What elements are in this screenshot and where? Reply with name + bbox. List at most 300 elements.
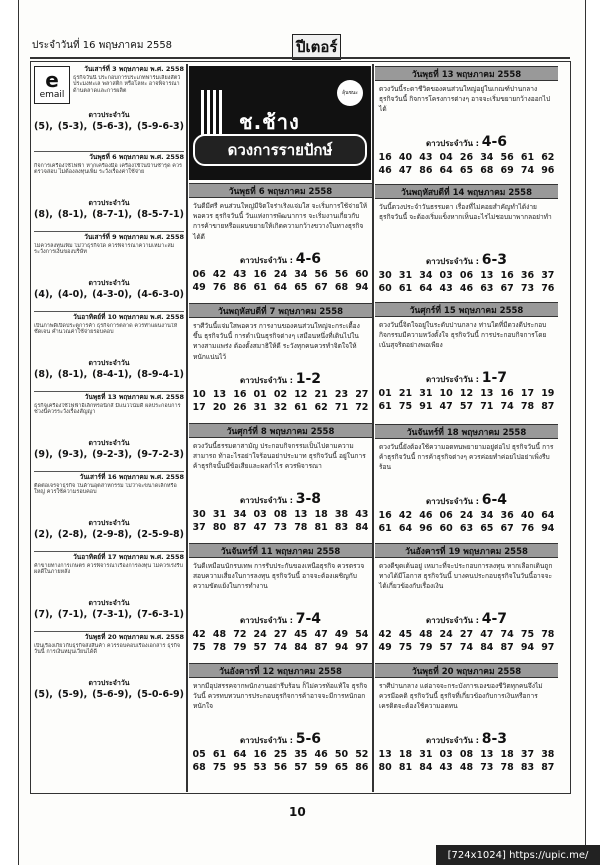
lucky-number-table <box>189 628 372 654</box>
number-cell: 18 <box>314 509 328 520</box>
number-cell: 24 <box>439 629 453 640</box>
email-badge: e email <box>34 66 70 104</box>
lucky-numbers <box>34 121 184 132</box>
number-cell: 75 <box>398 642 413 653</box>
number-cell: 45 <box>294 629 308 640</box>
header-divider <box>30 57 570 59</box>
number-cell: 68 <box>334 282 349 293</box>
number-cell: 65 <box>294 282 308 293</box>
number-cell: 87 <box>233 522 247 533</box>
lucky-pair: 6-4 <box>481 492 508 508</box>
number-cell: 04 <box>439 152 453 163</box>
number-cell: 30 <box>192 509 206 520</box>
number-cell: 21 <box>314 389 328 400</box>
number-row <box>189 641 372 654</box>
number-cell: 80 <box>378 762 392 773</box>
number-row <box>375 151 558 164</box>
day-reading: หากมีอุปสรรคจากพนักงานอย่ารีบร้อน ก็ไม่ควรท้อแท้ใจ ธุรกิจวันนี้ ควรทบทวนการประกอบธุรกิจการค้าอาจจะมีการหนักอกหนักใจ <box>193 682 368 711</box>
number-cell: 61 <box>212 749 227 760</box>
left-day-block <box>34 471 184 551</box>
number-cell: 42 <box>378 629 392 640</box>
lucky-number: (7-1), <box>57 609 88 621</box>
number-cell: 79 <box>233 642 247 653</box>
number-cell: 56 <box>314 269 328 280</box>
number-row <box>189 268 372 281</box>
number-cell: 12 <box>294 389 308 400</box>
lucky-number: (4-6-3-0) <box>137 289 184 301</box>
left-day-block <box>34 551 184 631</box>
horoscope-day-section <box>189 183 372 303</box>
lucky-pair: 3-8 <box>295 491 322 507</box>
lucky-caption: ดาวประจำวัน : 1-7 <box>425 370 508 386</box>
number-cell: 18 <box>500 749 514 760</box>
lucky-number: (4), <box>34 289 53 301</box>
number-cell: 06 <box>439 510 453 521</box>
number-cell: 43 <box>355 509 369 520</box>
day-header: วันอังคารที่ 19 พฤษภาคม 2558 <box>375 543 558 558</box>
number-cell: 69 <box>500 165 514 176</box>
lucky-number: (5), <box>34 121 53 133</box>
lucky-number: (5-0-6-9) <box>137 689 184 701</box>
number-cell: 56 <box>273 762 288 773</box>
horoscope-day-section <box>375 66 558 184</box>
number-cell: 48 <box>419 629 433 640</box>
lucky-caption: ดาวประจำวัน <box>88 678 130 687</box>
number-cell: 35 <box>294 749 308 760</box>
lucky-number: (5-9), <box>57 689 88 701</box>
lucky-pair: 1-2 <box>295 371 322 387</box>
number-cell: 17 <box>520 388 535 399</box>
number-cell: 12 <box>459 388 474 399</box>
number-cell: 57 <box>294 762 308 773</box>
left-day-block <box>34 64 184 151</box>
number-cell: 46 <box>459 283 474 294</box>
day-text: ธุรกิจวันนี้ ประกอบการประเภทฟาร์มเลี้ยงสัตว์ ประมงทะเล พลาสติก หรือโลหะ อาจพิจารณาด้านตลาดและการผลิต <box>73 74 181 94</box>
number-cell: 48 <box>212 629 227 640</box>
number-cell: 61 <box>378 401 392 412</box>
number-cell: 75 <box>520 629 535 640</box>
number-cell: 64 <box>273 282 288 293</box>
number-cell: 76 <box>541 283 555 294</box>
page-date: ประจำวันที่ 16 พฤษภาคม 2558 <box>32 40 173 51</box>
number-cell: 27 <box>273 629 288 640</box>
number-row <box>375 628 558 641</box>
number-cell: 03 <box>253 509 267 520</box>
number-cell: 59 <box>314 762 328 773</box>
number-cell: 30 <box>378 270 392 281</box>
lucky-number: (4-0), <box>57 289 88 301</box>
number-row <box>189 748 372 761</box>
magazine-logo: ปีเตอร์ <box>292 34 341 60</box>
lucky-number: (5-6-9), <box>92 689 133 701</box>
day-reading: วันดีเหมือนนักรบเทพ การรับประกันของเหนือธุรกิจ ควรตรวจสอบความเสี่ยงในการลงทุน ธุรกิจวันนี้ อาจจะต้องเผชิญกับความขัดแย้งในการทำงาน <box>193 562 365 591</box>
number-cell: 34 <box>233 509 247 520</box>
number-cell: 38 <box>541 749 555 760</box>
number-cell: 03 <box>439 270 453 281</box>
lucky-caption: ดาวประจำวัน : 5-6 <box>239 731 322 747</box>
number-row <box>189 508 372 521</box>
day-heading: วันพุธที่ 13 พฤษภาคม พ.ศ. 2558 <box>84 393 184 401</box>
column-divider <box>372 64 374 792</box>
lucky-numbers <box>34 209 184 220</box>
number-cell: 84 <box>355 522 369 533</box>
number-cell: 94 <box>541 523 555 534</box>
number-row <box>375 761 558 774</box>
number-cell: 32 <box>273 402 288 413</box>
number-cell: 16 <box>500 388 514 399</box>
number-cell: 61 <box>294 402 308 413</box>
number-cell: 91 <box>419 401 433 412</box>
lucky-number: (2-9-8), <box>92 529 133 541</box>
number-cell: 16 <box>233 389 247 400</box>
banner-title: ดวงการรายปักษ์ <box>193 134 367 166</box>
number-cell: 64 <box>233 749 247 760</box>
number-cell: 64 <box>439 165 453 176</box>
lucky-pair: 4-7 <box>481 611 508 627</box>
lucky-pair: 4-6 <box>481 134 508 150</box>
number-cell: 56 <box>500 152 514 163</box>
number-cell: 31 <box>253 402 267 413</box>
number-cell: 16 <box>378 510 392 521</box>
lucky-caption: ดาวประจำวัน : 6-4 <box>425 492 508 508</box>
number-cell: 34 <box>419 270 433 281</box>
number-cell: 42 <box>398 510 413 521</box>
number-cell: 71 <box>480 401 494 412</box>
day-heading: วันพุธที่ 6 พฤษภาคม พ.ศ. 2558 <box>89 153 184 161</box>
number-cell: 34 <box>480 510 494 521</box>
number-cell: 83 <box>334 522 349 533</box>
number-cell: 47 <box>253 522 267 533</box>
lucky-pair: 7-4 <box>295 611 322 627</box>
lucky-number-table <box>375 509 558 535</box>
number-cell: 83 <box>520 762 535 773</box>
number-cell: 01 <box>378 388 392 399</box>
lucky-number: (7-6-3-1) <box>137 609 184 621</box>
number-cell: 50 <box>334 749 349 760</box>
day-reading: ดวงวันนี้ยังต้องใช้ความอดทนพยายามอยู่ต่อไป ธุรกิจวันนี้ การค้าธุรกิจวันนี้ การค้าธุรกิจต่างๆ ควรค่อยทำค่อยไปอย่าเพิ่งรีบร้อน <box>379 443 554 472</box>
lucky-caption: ดาวประจำวัน : 4-7 <box>425 611 508 627</box>
number-cell: 02 <box>273 389 288 400</box>
day-text: เป็นเรื่องเกี่ยวกับธุรกิจส่งสินค้า ควรรอบคอบเรื่องเอกสาร ธุรกิจวันนี้ การเงินหมุนเวียนได้ดี <box>34 642 181 656</box>
number-cell: 43 <box>419 152 433 163</box>
number-cell: 68 <box>192 762 206 773</box>
horoscope-day-section <box>189 423 372 543</box>
number-cell: 53 <box>253 762 267 773</box>
number-cell: 43 <box>439 762 453 773</box>
banner-author: ช.ช้าง <box>239 110 300 134</box>
number-cell: 57 <box>459 401 474 412</box>
number-row <box>375 282 558 295</box>
day-reading: ราศีปานกลาง แต่อาจจะกระบังการเองของชีวิตทุกคนจึงไม่ควรมีอคติ ธุรกิจวันนี้ ธุรกิจที่เกี่ยวข้องกับการเงินหรือการเครดิตจะต้องใช้ความอดทน <box>379 682 543 711</box>
lucky-number: (5), <box>34 689 53 701</box>
lucky-number: (7-3-1), <box>92 609 133 621</box>
horoscope-day-section <box>375 543 558 663</box>
number-cell: 43 <box>233 269 247 280</box>
number-cell: 65 <box>459 165 474 176</box>
number-cell: 61 <box>520 152 535 163</box>
lucky-number-table <box>375 748 558 774</box>
number-cell: 84 <box>294 642 308 653</box>
starburst-badge: ลุ้นชนะ <box>337 80 363 106</box>
lucky-number: (9-7-2-3) <box>137 449 184 461</box>
lucky-number: (8), <box>34 209 53 221</box>
lucky-caption: ดาวประจำวัน : 4-6 <box>425 134 508 150</box>
number-cell: 78 <box>541 629 555 640</box>
number-cell: 64 <box>419 283 433 294</box>
lucky-pair: 4-6 <box>295 251 322 267</box>
number-row <box>189 388 372 401</box>
number-cell: 03 <box>439 749 453 760</box>
number-row <box>375 509 558 522</box>
number-cell: 13 <box>480 749 494 760</box>
lucky-number: (2-5-9-8) <box>137 529 184 541</box>
number-cell: 27 <box>355 389 369 400</box>
number-cell: 13 <box>480 270 494 281</box>
lucky-caption: ดาวประจำวัน <box>88 358 130 367</box>
horoscope-day-section <box>189 663 372 791</box>
lucky-numbers <box>34 689 184 700</box>
page-number: 10 <box>289 805 306 819</box>
day-header: วันศุกร์ที่ 8 พฤษภาคม 2558 <box>189 423 372 438</box>
number-cell: 08 <box>459 749 474 760</box>
number-cell: 47 <box>480 629 494 640</box>
left-day-block <box>34 231 184 311</box>
number-cell: 73 <box>273 522 288 533</box>
number-cell: 37 <box>541 270 555 281</box>
number-cell: 47 <box>314 629 328 640</box>
number-cell: 81 <box>314 522 328 533</box>
day-header: วันพฤหัสบดีที่ 7 พฤษภาคม 2558 <box>189 303 372 318</box>
number-cell: 43 <box>439 283 453 294</box>
number-cell: 16 <box>500 270 514 281</box>
left-day-block <box>34 151 184 231</box>
column-divider <box>186 64 188 792</box>
number-cell: 78 <box>294 522 308 533</box>
number-cell: 24 <box>253 629 267 640</box>
lucky-number: (8-1), <box>57 209 88 221</box>
number-cell: 61 <box>398 283 413 294</box>
day-reading: วันนี้ดวงประจำวันธรรมดา เรื่องที่ไม่คอยสำคัญทำได้ง่าย ธุรกิจวันนี้ จะต้องเริ่มแข็งหากเห็นอะไรไม่ชอบมาพากลอย่าทำ <box>379 203 552 222</box>
lucky-number: (7), <box>34 609 53 621</box>
number-row <box>375 641 558 654</box>
number-cell: 37 <box>192 522 206 533</box>
lucky-number-table <box>189 748 372 774</box>
number-cell: 57 <box>439 642 453 653</box>
number-cell: 42 <box>212 269 227 280</box>
number-cell: 61 <box>378 523 392 534</box>
number-cell: 94 <box>355 282 369 293</box>
number-cell: 57 <box>253 642 267 653</box>
number-cell: 56 <box>334 269 349 280</box>
lucky-number: (4-3-0), <box>92 289 133 301</box>
number-row <box>375 748 558 761</box>
lucky-number-table <box>189 388 372 414</box>
number-cell: 87 <box>541 762 555 773</box>
number-cell: 63 <box>459 523 474 534</box>
number-cell: 46 <box>419 510 433 521</box>
lucky-caption: ดาวประจำวัน : 8-3 <box>425 731 508 747</box>
number-cell: 60 <box>378 283 392 294</box>
number-cell: 40 <box>398 152 413 163</box>
number-cell: 62 <box>314 402 328 413</box>
number-cell: 75 <box>192 642 206 653</box>
number-cell: 76 <box>520 523 535 534</box>
number-cell: 87 <box>500 642 514 653</box>
figure-illustration <box>201 90 223 138</box>
number-cell: 78 <box>212 642 227 653</box>
number-cell: 97 <box>355 642 369 653</box>
number-cell: 17 <box>192 402 206 413</box>
day-text: กิจการเครื่องใช้ไฟฟ้า หากเครื่องมือ เครื่องใช้ในบ้านชำรุด ควรตรวจสอบ ไม่ต้องลงทุนเพิ่ม ระวังเรื่องค่าใช้จ่าย <box>34 162 182 176</box>
lucky-pair: 5-6 <box>295 731 322 747</box>
number-cell: 31 <box>398 270 413 281</box>
number-row <box>375 522 558 535</box>
number-cell: 86 <box>419 165 433 176</box>
number-cell: 49 <box>334 629 349 640</box>
lucky-number-table <box>375 269 558 295</box>
day-heading: วันเสาร์ที่ 3 พฤษภาคม พ.ศ. 2558 <box>84 65 184 73</box>
number-cell: 74 <box>520 165 535 176</box>
number-cell: 25 <box>273 749 288 760</box>
number-cell: 76 <box>212 282 227 293</box>
number-cell: 62 <box>541 152 555 163</box>
number-cell: 26 <box>459 152 474 163</box>
number-cell: 65 <box>334 762 349 773</box>
number-cell: 74 <box>500 401 514 412</box>
number-row <box>189 628 372 641</box>
left-day-block <box>34 631 184 711</box>
left-day-block <box>34 391 184 471</box>
number-cell: 75 <box>398 401 413 412</box>
number-cell: 73 <box>520 283 535 294</box>
lucky-numbers <box>34 369 184 380</box>
number-cell: 10 <box>192 389 206 400</box>
lucky-pair: 1-7 <box>481 370 508 386</box>
number-cell: 84 <box>480 642 494 653</box>
day-text: ไม่ควรลงทุนเพิ่ม ไม่ว่าธุรกิจใด ควรพิจารณาความเหมาะสม ระวังการเงินของบริษัท <box>34 242 175 256</box>
number-cell: 52 <box>355 749 369 760</box>
lucky-number-table <box>375 628 558 654</box>
day-reading: ดวงวันนี้ระดาชีวิตของคนส่วนใหญ่อยู่ในเกณฑ์ปานกลาง ธุรกิจวันนี้ กิจการโครงการต่างๆ อาจจะเริ่มขยายกว้างออกไปได้ <box>379 85 551 114</box>
lucky-caption: ดาวประจำวัน : 1-2 <box>239 371 322 387</box>
column-banner <box>189 66 371 180</box>
number-cell: 21 <box>398 388 413 399</box>
day-text: ค้าขายทางการเกษตร ควรพิจารณาเรื่องการลงทุน ไม่ควรเร่งรีบ ผลดีในภายหลัง <box>34 562 183 576</box>
number-cell: 16 <box>253 749 267 760</box>
lucky-number: (8-7-1), <box>92 209 133 221</box>
number-row <box>189 521 372 534</box>
day-heading: วันเสาร์ที่ 16 พฤษภาคม พ.ศ. 2558 <box>79 473 184 481</box>
number-row <box>189 401 372 414</box>
day-heading: วันอาทิตย์ที่ 10 พฤษภาคม พ.ศ. 2558 <box>73 313 184 321</box>
number-cell: 34 <box>294 269 308 280</box>
day-header: วันพฤหัสบดีที่ 14 พฤษภาคม 2558 <box>375 184 558 199</box>
number-cell: 78 <box>520 401 535 412</box>
left-column <box>34 64 184 792</box>
day-header: วันอังคารที่ 12 พฤษภาคม 2558 <box>189 663 372 678</box>
day-reading: วันดีมีศรี คนส่วนใหญ่มีจิตใจร่าเริงแจ่มใส จะเริ่มการใช้จ่ายให้พอควร ธุรกิจวันนี้ วันแห่งการพัฒนาการ จะเริ่มงานเกี่ยวกับการค้าขายหรือแผนขยายให้เกิดความกว้างขวางในทางธุรกิจได้ดี <box>193 202 368 241</box>
number-cell: 64 <box>398 523 413 534</box>
horoscope-day-section <box>189 303 372 423</box>
number-cell: 06 <box>192 269 206 280</box>
lucky-numbers <box>34 529 184 540</box>
number-cell: 05 <box>192 749 206 760</box>
number-cell: 60 <box>439 523 453 534</box>
day-reading: ดวงดีขุดเต้นอยู่ เหมาะที่จะประกอบการลงทุน หากเลือกเดินถูกทางได้มีโอกาส ธุรกิจวันนี้ บางคนประกอบธุรกิจในวันนี้อาจจะได้เกี่ยวข้องกับเรื่องเงิน <box>379 562 553 591</box>
horoscope-day-section <box>375 424 558 543</box>
number-cell: 72 <box>355 402 369 413</box>
number-cell: 20 <box>212 402 227 413</box>
number-cell: 96 <box>541 165 555 176</box>
horoscope-day-section <box>189 543 372 663</box>
number-cell: 13 <box>480 388 494 399</box>
number-cell: 68 <box>480 165 494 176</box>
number-cell: 60 <box>355 269 369 280</box>
number-cell: 42 <box>192 629 206 640</box>
watermark: [724x1024] https://upic.me/ <box>436 845 600 865</box>
lucky-number: (2), <box>34 529 53 541</box>
number-cell: 10 <box>439 388 453 399</box>
day-text: ติดต่อเจรจาธุรกิจ ในด้านอุตสาหกรรม ไม่ว่าจะขนาดเล็กหรือใหญ่ ควรใช้ความรอบคอบ <box>34 482 177 496</box>
number-cell: 27 <box>459 629 474 640</box>
number-cell: 63 <box>480 283 494 294</box>
lucky-pair: 6-3 <box>481 252 508 268</box>
day-heading: วันเสาร์ที่ 9 พฤษภาคม พ.ศ. 2558 <box>84 233 184 241</box>
number-cell: 71 <box>334 402 349 413</box>
lucky-number: (8-4-1), <box>92 369 133 381</box>
number-cell: 79 <box>419 642 433 653</box>
number-cell: 13 <box>212 389 227 400</box>
number-cell: 67 <box>500 523 514 534</box>
number-cell: 94 <box>334 642 349 653</box>
lucky-caption: ดาวประจำวัน : 6-3 <box>425 252 508 268</box>
number-cell: 78 <box>500 762 514 773</box>
number-row <box>189 281 372 294</box>
lucky-number: (8), <box>34 369 53 381</box>
number-cell: 67 <box>500 283 514 294</box>
number-cell: 81 <box>398 762 413 773</box>
number-cell: 87 <box>314 642 328 653</box>
number-cell: 46 <box>378 165 392 176</box>
number-cell: 26 <box>233 402 247 413</box>
number-cell: 86 <box>233 282 247 293</box>
number-cell: 64 <box>541 510 555 521</box>
number-cell: 46 <box>314 749 328 760</box>
number-cell: 49 <box>378 642 392 653</box>
lucky-number: (9-2-3), <box>92 449 133 461</box>
number-cell: 47 <box>439 401 453 412</box>
number-cell: 45 <box>398 629 413 640</box>
horoscope-day-section <box>375 184 558 302</box>
number-cell: 13 <box>378 749 392 760</box>
lucky-caption: ดาวประจำวัน <box>88 198 130 207</box>
lucky-number-table <box>375 387 558 413</box>
lucky-caption: ดาวประจำวัน : 7-4 <box>239 611 322 627</box>
day-header: วันพุธที่ 6 พฤษภาคม 2558 <box>189 183 372 198</box>
lucky-number: (5-3), <box>57 121 88 133</box>
lucky-pair: 8-3 <box>481 731 508 747</box>
number-cell: 18 <box>398 749 413 760</box>
day-reading: ดวงวันนี้ธรรมดาสามัญ ประกอบกิจกรรมเป็นไปตามความสามารถ ท้าอะไรอย่าใจร้อนอย่าประมาท ธุรกิจวันนี้ อยู่ในการค้าธุรกิจนั้นมีข้อเสียและผลกำไร ควรพิจารณา <box>193 442 366 471</box>
number-cell: 16 <box>253 269 267 280</box>
day-reading: ดวงวันนี้จิตใจอยู่ในระดับปานกลาง ท่านใดที่มีดวงดีประกอบกิจกรรมมีความหวังตั้งใจ ธุรกิจวันนี้ การประกอบกิจการโดยเน้นสุจริตอย่างพอเพียง <box>379 321 547 350</box>
lucky-caption: ดาวประจำวัน <box>88 110 130 119</box>
number-cell: 96 <box>419 523 433 534</box>
lucky-number: (5-6-3), <box>92 121 133 133</box>
lucky-number: (5-9-6-3) <box>137 121 184 133</box>
lucky-number: (8-5-7-1) <box>137 209 184 221</box>
lucky-number: (2-8), <box>57 529 88 541</box>
